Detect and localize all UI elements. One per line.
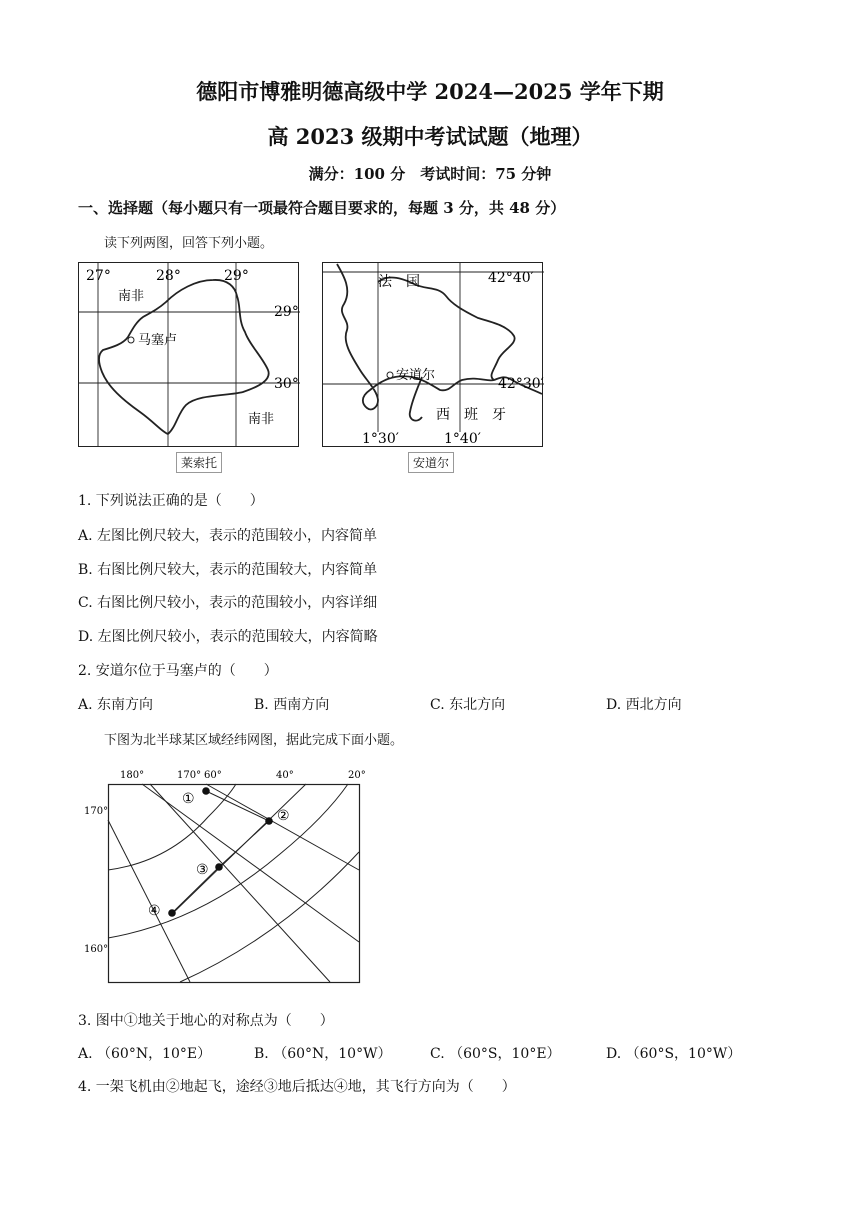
point-3-label: ③: [196, 862, 209, 878]
section-heading-choice: 一、选择题（每小题只有一项最符合题目要求的，每题 3 分，共 48 分）: [78, 199, 566, 217]
top-lat-label: 60°: [204, 770, 222, 781]
lon-label: 1°40′: [444, 431, 481, 447]
label-south-africa-south: 南非: [248, 412, 275, 427]
city-maseru: 马塞卢: [138, 333, 178, 348]
lat-label: 30°: [274, 376, 299, 392]
top-lon-label: 180°: [120, 770, 145, 781]
question-2-stem: 2. 安道尔位于马塞卢的（ ）: [78, 663, 278, 679]
point-1-label: ①: [182, 791, 195, 807]
q3-option-d[interactable]: D. （60°S，10°W）: [606, 1046, 742, 1062]
top-lat-label: 20°: [348, 770, 366, 781]
lat-label: 42°40′: [488, 270, 534, 286]
lon-label: 28°: [156, 268, 181, 284]
question-1-stem: 1. 下列说法正确的是（ ）: [78, 493, 264, 509]
lon-label: 1°30′: [362, 431, 399, 447]
intro-text-1: 读下列两图，回答下列小题。: [104, 236, 274, 251]
q1-option-a[interactable]: A. 左图比例尺较大，表示的范围较小，内容简单: [78, 528, 378, 544]
map-caption-andorra: 安道尔: [408, 452, 454, 473]
q3-option-c[interactable]: C. （60°S，10°E）: [430, 1046, 561, 1062]
q2-option-c[interactable]: C. 东北方向: [430, 697, 506, 713]
q1-option-b[interactable]: B. 右图比例尺较大，表示的范围较大，内容简单: [78, 562, 378, 578]
left-lon-label: 170°: [84, 806, 109, 817]
top-lat-label: 40°: [276, 770, 294, 781]
map-caption-lesotho: 莱索托: [176, 452, 222, 473]
label-south-africa-north: 南非: [118, 289, 145, 304]
country-france: 法 国: [378, 274, 420, 290]
city-andorra: 安道尔: [396, 368, 436, 383]
point-4-label: ④: [148, 903, 161, 919]
score-time-info: 满分：100 分 考试时间：75 分钟: [308, 165, 552, 183]
lat-label: 29°: [274, 304, 299, 320]
map-lesotho: [78, 262, 300, 448]
q3-option-b[interactable]: B. （60°N，10°W）: [254, 1046, 392, 1062]
intro-text-2: 下图为北半球某区域经纬网图，据此完成下面小题。: [104, 733, 404, 748]
question-3-stem: 3. 图中①地关于地心的对称点为（ ）: [78, 1013, 334, 1029]
q2-option-d[interactable]: D. 西北方向: [606, 697, 682, 713]
question-4-stem: 4. 一架飞机由②地起飞，途经③地后抵达④地，其飞行方向为（ ）: [78, 1079, 516, 1095]
q3-option-a[interactable]: A. （60°N，10°E）: [78, 1046, 212, 1062]
exam-title-line2: 高 2023 级期中考试试题（地理）: [267, 124, 593, 149]
graticule-map: [80, 762, 370, 984]
q2-option-a[interactable]: A. 东南方向: [78, 697, 154, 713]
lon-label: 27°: [86, 268, 111, 284]
q1-option-c[interactable]: C. 右图比例尺较小，表示的范围较小，内容详细: [78, 595, 378, 611]
top-lon-label: 170°: [177, 770, 202, 781]
point-2-label: ②: [277, 808, 290, 824]
country-spain: 西 班 牙: [436, 407, 506, 423]
exam-title-line1: 德阳市博雅明德高级中学 2024—2025 学年下期: [196, 79, 664, 104]
lon-label: 29°: [224, 268, 249, 284]
lat-label: 42°30′: [498, 376, 544, 392]
map-andorra: [322, 262, 544, 448]
left-lon-label: 160°: [84, 944, 109, 955]
q1-option-d[interactable]: D. 左图比例尺较小，表示的范围较大，内容简略: [78, 629, 378, 645]
q2-option-b[interactable]: B. 西南方向: [254, 697, 330, 713]
